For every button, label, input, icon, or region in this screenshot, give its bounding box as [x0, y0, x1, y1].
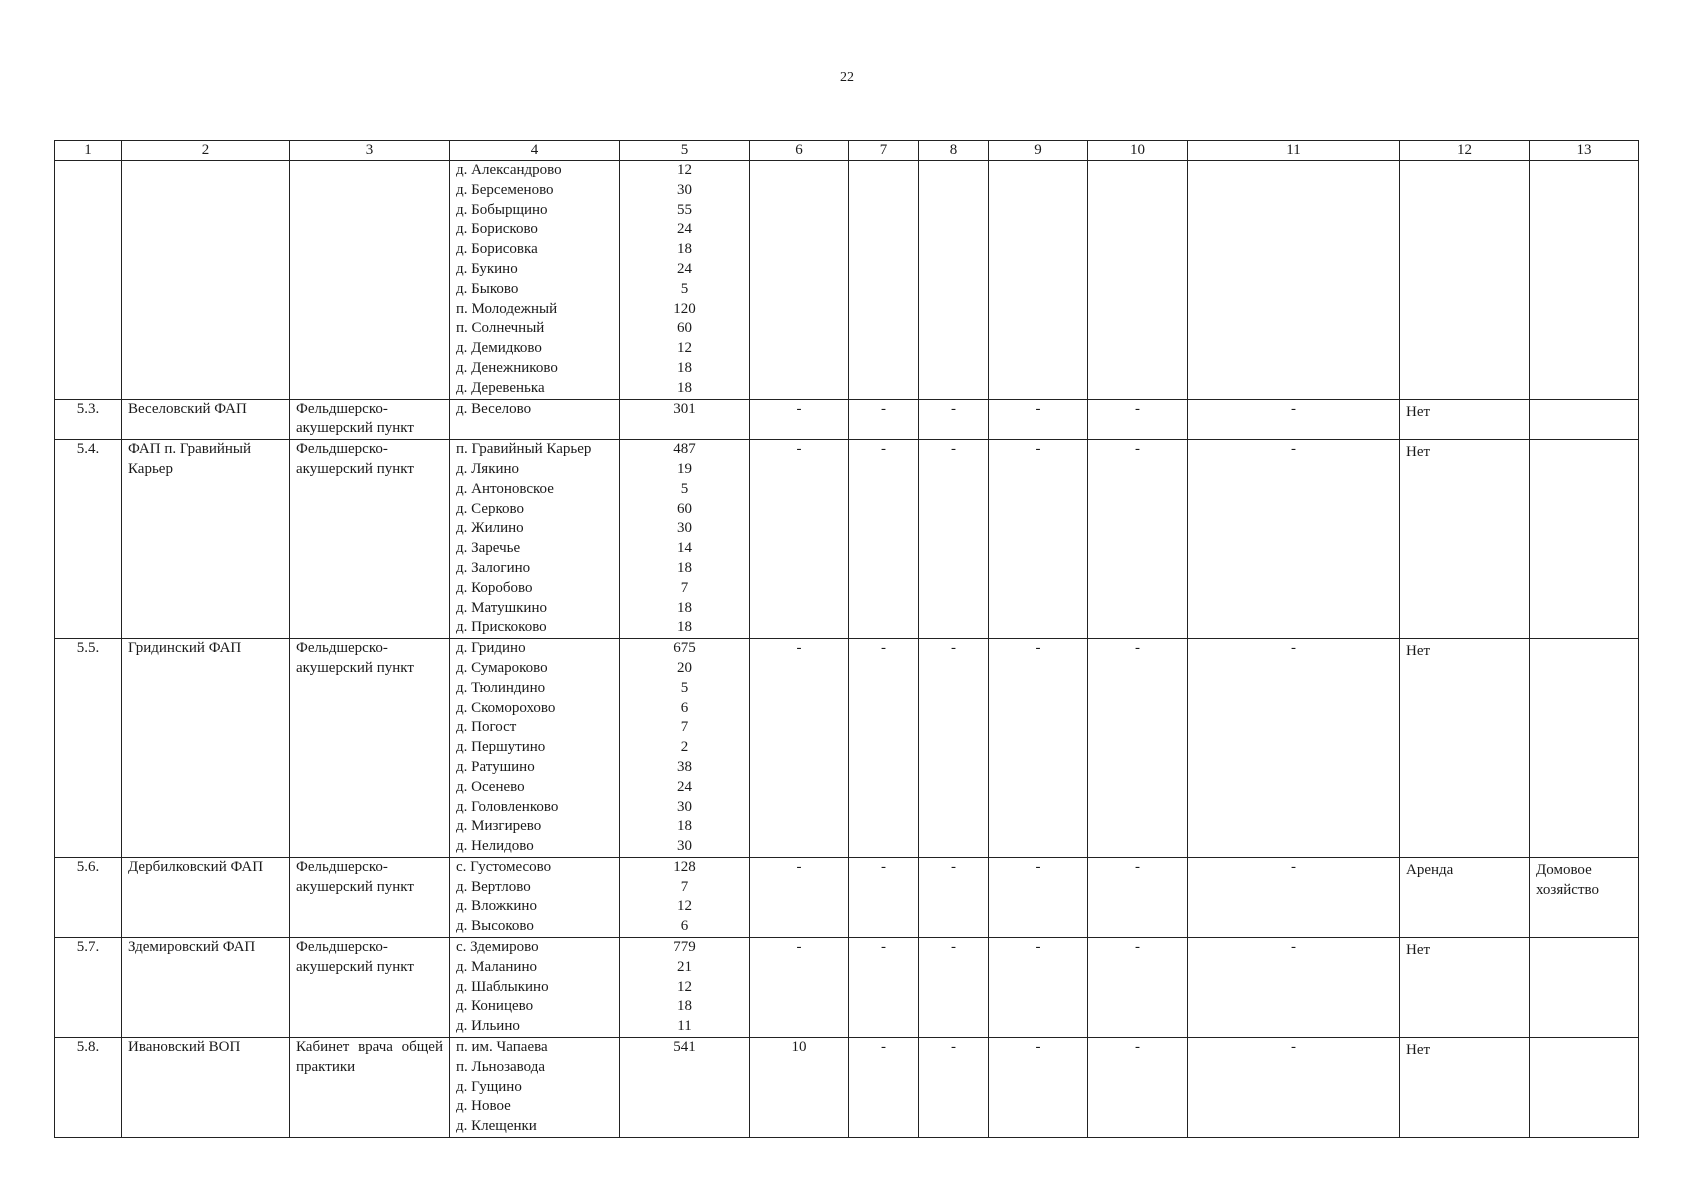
column-13-value [1530, 938, 1639, 1038]
column-header-1: 1 [55, 141, 122, 161]
settlement-name: п. Льнозавода [456, 1058, 545, 1075]
column-6-value: - [750, 857, 849, 937]
column-header-12: 12 [1400, 141, 1530, 161]
table-row [55, 440, 1639, 639]
population-cell [620, 161, 750, 400]
column-13-value [1530, 639, 1639, 858]
facility-type: Кабинет врача общей практики [290, 1038, 450, 1138]
settlement-name: д. Вертлово [456, 878, 531, 895]
settlement-name: д. Жилино [456, 520, 524, 537]
column-header-4: 4 [450, 141, 620, 161]
column-13-value [1530, 399, 1639, 440]
column-6-value: - [750, 440, 849, 639]
population-value: 18 [677, 599, 692, 616]
settlement-name: п. Гравийный Карьер [456, 441, 592, 458]
population-value: 5 [680, 679, 689, 696]
settlement-name: д. Берсеменово [456, 181, 554, 198]
settlements-cell [450, 161, 620, 400]
column-header-7: 7 [849, 141, 919, 161]
population-value: 18 [677, 818, 692, 835]
column-10-value: - [1088, 399, 1188, 440]
settlement-name: д. Погост [456, 719, 517, 736]
population-value: 7 [680, 878, 689, 895]
population-value: 128 [673, 858, 696, 875]
settlement-name: с. Густомесово [456, 858, 552, 875]
settlement-name: д. Бобырщино [456, 201, 548, 218]
facility-name: Ивановский ВОП [122, 1038, 290, 1138]
facility-name [122, 161, 290, 400]
population-value: 12 [677, 978, 692, 995]
population-value: 24 [677, 778, 692, 795]
population-value: 30 [677, 181, 692, 198]
settlement-name: д. Высоково [456, 918, 534, 935]
column-12-value: Нет [1400, 639, 1530, 858]
column-10-value: - [1088, 857, 1188, 937]
table-row [55, 639, 1639, 858]
population-value: 2 [680, 739, 689, 756]
column-8-value: - [919, 639, 989, 858]
column-13-value [1530, 161, 1639, 400]
population-cell [620, 440, 750, 639]
column-7-value: - [849, 938, 919, 1038]
column-header-3: 3 [290, 141, 450, 161]
facility-type: Фельдшерско-акушерский пункт [290, 399, 450, 440]
column-7-value: - [849, 440, 919, 639]
population-value: 30 [677, 838, 692, 855]
settlements-cell [450, 440, 620, 639]
table-row [55, 938, 1639, 1038]
settlement-name: д. Сумароково [456, 659, 548, 676]
column-12-value: Нет [1400, 938, 1530, 1038]
settlements-cell [450, 857, 620, 937]
population-value: 5 [680, 480, 689, 497]
column-11-value [1188, 161, 1400, 400]
column-header-9: 9 [989, 141, 1088, 161]
settlement-name: д. Демидково [456, 340, 542, 357]
column-7-value [849, 161, 919, 400]
settlement-name: п. им. Чапаева [456, 1039, 548, 1056]
settlement-name: д. Матушкино [456, 599, 547, 616]
settlement-name: с. Здемирово [456, 939, 539, 956]
column-11-value: - [1188, 639, 1400, 858]
settlements-cell [450, 639, 620, 858]
population-value: 24 [677, 221, 692, 238]
settlement-name: д. Шаблыкино [456, 978, 549, 995]
column-header-10: 10 [1088, 141, 1188, 161]
column-7-value: - [849, 857, 919, 937]
facility-type: Фельдшерско-акушерский пункт [290, 440, 450, 639]
row-number: 5.6. [55, 857, 122, 937]
column-9-value: - [989, 1038, 1088, 1138]
population-value: 5 [680, 280, 689, 297]
column-10-value: - [1088, 440, 1188, 639]
table-row [55, 161, 1639, 400]
population-value: 14 [677, 540, 692, 557]
column-9-value [989, 161, 1088, 400]
column-12-value: Нет [1400, 399, 1530, 440]
settlement-name: д. Букино [456, 260, 518, 277]
settlement-name: д. Лякино [456, 460, 520, 477]
column-7-value: - [849, 399, 919, 440]
column-7-value: - [849, 1038, 919, 1138]
population-value: 12 [677, 340, 692, 357]
population-value: 11 [677, 1018, 692, 1035]
column-11-value: - [1188, 1038, 1400, 1138]
settlement-name: д. Серково [456, 500, 524, 517]
table-row [55, 1038, 1639, 1138]
facility-type: Фельдшерско-акушерский пункт [290, 857, 450, 937]
column-9-value: - [989, 639, 1088, 858]
page-number: 22 [840, 70, 854, 85]
settlement-name: д. Гридино [456, 640, 526, 657]
column-8-value: - [919, 857, 989, 937]
column-11-value: - [1188, 938, 1400, 1038]
column-12-value: Нет [1400, 1038, 1530, 1138]
column-11-value: - [1188, 440, 1400, 639]
column-6-value: 10 [750, 1038, 849, 1138]
column-header-8: 8 [919, 141, 989, 161]
population-value: 18 [677, 998, 692, 1015]
row-number: 5.4. [55, 440, 122, 639]
settlement-name: д. Маланино [456, 958, 537, 975]
population-value: 30 [677, 798, 692, 815]
column-9-value: - [989, 440, 1088, 639]
settlement-name: д. Денежниково [456, 359, 558, 376]
row-number [55, 161, 122, 400]
column-8-value: - [919, 399, 989, 440]
population-value: 18 [677, 359, 692, 376]
settlement-name: д. Нелидово [456, 838, 534, 855]
settlement-name: д. Быково [456, 280, 519, 297]
population-value: 779 [673, 939, 696, 956]
population-value: 19 [677, 460, 692, 477]
row-number: 5.8. [55, 1038, 122, 1138]
population-cell [620, 857, 750, 937]
population-value: 21 [677, 958, 692, 975]
settlement-name: д. Першутино [456, 739, 546, 756]
population-cell [620, 399, 750, 440]
settlement-name: п. Молодежный [456, 300, 558, 317]
settlement-name: д. Прискоково [456, 619, 547, 636]
settlement-name: д. Осенево [456, 778, 525, 795]
population-cell [620, 639, 750, 858]
settlement-name: д. Головленково [456, 798, 559, 815]
population-value: 487 [673, 441, 696, 458]
column-header-11: 11 [1188, 141, 1400, 161]
facility-register-table [54, 140, 1639, 1138]
column-9-value: - [989, 857, 1088, 937]
population-value: 7 [680, 719, 689, 736]
table-body [55, 161, 1639, 1138]
facility-type: Фельдшерско-акушерский пункт [290, 639, 450, 858]
header-row [55, 141, 1639, 161]
population-value: 20 [677, 659, 692, 676]
column-12-value [1400, 161, 1530, 400]
column-8-value [919, 161, 989, 400]
settlement-name: д. Гущино [456, 1078, 522, 1095]
settlements-cell [450, 938, 620, 1038]
settlement-name: д. Мизгирево [456, 818, 542, 835]
population-value: 18 [677, 619, 692, 636]
table-row [55, 857, 1639, 937]
column-10-value: - [1088, 1038, 1188, 1138]
settlement-name: д. Клещенки [456, 1118, 537, 1135]
facility-name: Здемировский ФАП [122, 938, 290, 1038]
column-11-value: - [1188, 399, 1400, 440]
settlement-name: д. Веселово [456, 400, 532, 417]
settlement-name: д. Ильино [456, 1018, 520, 1035]
column-9-value: - [989, 399, 1088, 440]
column-11-value: - [1188, 857, 1400, 937]
row-number: 5.5. [55, 639, 122, 858]
row-number: 5.7. [55, 938, 122, 1038]
table-header [55, 141, 1639, 161]
column-13-value: Домовое хозяйство [1530, 857, 1639, 937]
settlement-name: д. Деревенька [456, 379, 545, 396]
population-value: 12 [677, 898, 692, 915]
population-value: 18 [677, 379, 692, 396]
column-6-value: - [750, 399, 849, 440]
facility-name: Веселовский ФАП [122, 399, 290, 440]
settlement-name: д. Скоморохово [456, 699, 556, 716]
population-value: 38 [677, 758, 692, 775]
facility-name: Гридинский ФАП [122, 639, 290, 858]
population-value: 301 [673, 400, 696, 417]
column-8-value: - [919, 938, 989, 1038]
settlement-name: д. Залогино [456, 559, 531, 576]
population-value: 12 [677, 162, 692, 178]
population-value: 7 [680, 579, 689, 596]
facility-type: Фельдшерско-акушерский пункт [290, 938, 450, 1038]
row-number: 5.3. [55, 399, 122, 440]
column-12-value: Нет [1400, 440, 1530, 639]
settlements-cell [450, 1038, 620, 1138]
column-10-value: - [1088, 938, 1188, 1038]
column-9-value: - [989, 938, 1088, 1038]
population-value: 24 [677, 260, 692, 277]
population-value: 18 [677, 241, 692, 258]
population-value: 18 [677, 559, 692, 576]
column-13-value [1530, 1038, 1639, 1138]
settlement-name: д. Заречье [456, 540, 521, 557]
settlement-name: д. Борисково [456, 221, 538, 238]
facility-name: ФАП п. Гравийный Карьер [122, 440, 290, 639]
population-value: 675 [673, 640, 696, 657]
column-8-value: - [919, 440, 989, 639]
population-value: 60 [677, 320, 692, 337]
population-cell [620, 938, 750, 1038]
column-header-5: 5 [620, 141, 750, 161]
settlement-name: д. Вложкино [456, 898, 537, 915]
column-header-13: 13 [1530, 141, 1639, 161]
settlement-name: д. Борисовка [456, 241, 538, 258]
column-10-value [1088, 161, 1188, 400]
table-row [55, 399, 1639, 440]
settlement-name: д. Тюлиндино [456, 679, 546, 696]
column-12-value: Аренда [1400, 857, 1530, 937]
facility-name: Дербилковский ФАП [122, 857, 290, 937]
settlement-name: д. Коробово [456, 579, 533, 596]
population-cell [620, 1038, 750, 1138]
settlement-name: д. Новое [456, 1098, 511, 1115]
population-value: 6 [680, 699, 689, 716]
population-value: 30 [677, 520, 692, 537]
settlement-name: д. Коницево [456, 998, 534, 1015]
population-value: 541 [673, 1039, 696, 1056]
column-6-value [750, 161, 849, 400]
column-6-value: - [750, 639, 849, 858]
settlements-cell [450, 399, 620, 440]
column-10-value: - [1088, 639, 1188, 858]
population-value: 55 [677, 201, 692, 218]
column-8-value: - [919, 1038, 989, 1138]
column-6-value: - [750, 938, 849, 1038]
population-value: 60 [677, 500, 692, 517]
settlement-name: д. Ратушино [456, 758, 535, 775]
settlement-name: п. Солнечный [456, 320, 545, 337]
column-header-6: 6 [750, 141, 849, 161]
settlement-name: д. Александрово [456, 162, 562, 178]
column-7-value: - [849, 639, 919, 858]
facility-type [290, 161, 450, 400]
settlement-name: д. Антоновское [456, 480, 554, 497]
population-value: 6 [680, 918, 689, 935]
population-value: 120 [673, 300, 696, 317]
column-13-value [1530, 440, 1639, 639]
column-header-2: 2 [122, 141, 290, 161]
